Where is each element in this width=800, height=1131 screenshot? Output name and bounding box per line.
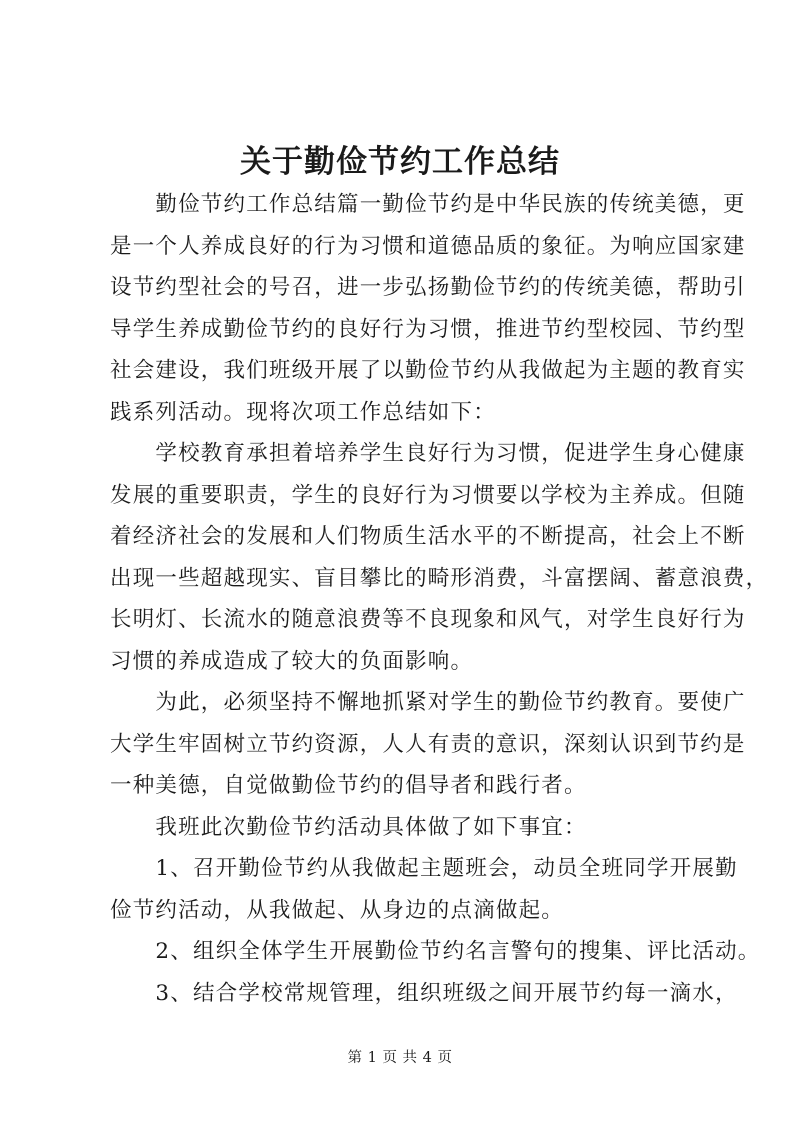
text-line: 践系列活动。现将次项工作总结如下： — [110, 399, 496, 425]
text-line: 2、组织全体学生开展勤俭节约名言警句的搜集、评比活动。 — [110, 939, 761, 964]
text-line: 一种美德，自觉做勤俭节约的倡导者和践行者。 — [110, 773, 587, 798]
text-line: 3、结合学校常规管理，组织班级之间开展节约每一滴水， — [110, 980, 738, 1006]
text-line: 习惯的养成造成了较大的负面影响。 — [110, 648, 474, 674]
text-line: 出现一些超越现实、盲目攀比的畸形消费，斗富摆阔、蓄意浪费， — [110, 565, 769, 591]
text-line: 勤俭节约工作总结篇一勤俭节约是中华民族的传统美德，更 — [110, 192, 746, 217]
text-line: 为此，必须坚持不懈地抓紧对学生的勤俭节约教育。要使广 — [110, 690, 746, 715]
document-body — [110, 186, 769, 1016]
text-line: 我班此次勤俭节约活动具体做了如下事宜： — [110, 814, 587, 840]
text-line: 俭节约活动，从我做起、从身边的点滴做起。 — [110, 897, 565, 923]
text-line: 大学生牢固树立节约资源，人人有责的意识，深刻认识到节约是 — [110, 731, 746, 757]
text-line: 着经济社会的发展和人们物质生活水平的不断提高，社会上不断 — [110, 524, 746, 549]
text-line: 社会建设，我们班级开展了以勤俭节约从我做起为主题的教育实 — [110, 358, 746, 383]
text-line: 设节约型社会的号召，进一步弘扬勤俭节约的传统美德，帮助引 — [110, 275, 746, 300]
page-footer: 第 1 页 共 4 页 — [347, 1050, 453, 1066]
document-title: 关于勤俭节约工作总结 — [240, 144, 560, 180]
text-line: 发展的重要职责，学生的良好行为习惯要以学校为主养成。但随 — [110, 482, 746, 508]
text-line: 是一个人养成良好的行为习惯和道德品质的象征。为响应国家建 — [110, 233, 746, 259]
text-line: 学校教育承担着培养学生良好行为习惯，促进学生身心健康 — [110, 441, 746, 466]
text-line: 1、召开勤俭节约从我做起主题班会，动员全班同学开展勤 — [110, 856, 738, 881]
text-line: 长明灯、长流水的随意浪费等不良现象和风气，对学生良好行为 — [110, 607, 746, 632]
text-line: 导学生养成勤俭节约的良好行为习惯，推进节约型校园、节约型 — [110, 316, 746, 342]
